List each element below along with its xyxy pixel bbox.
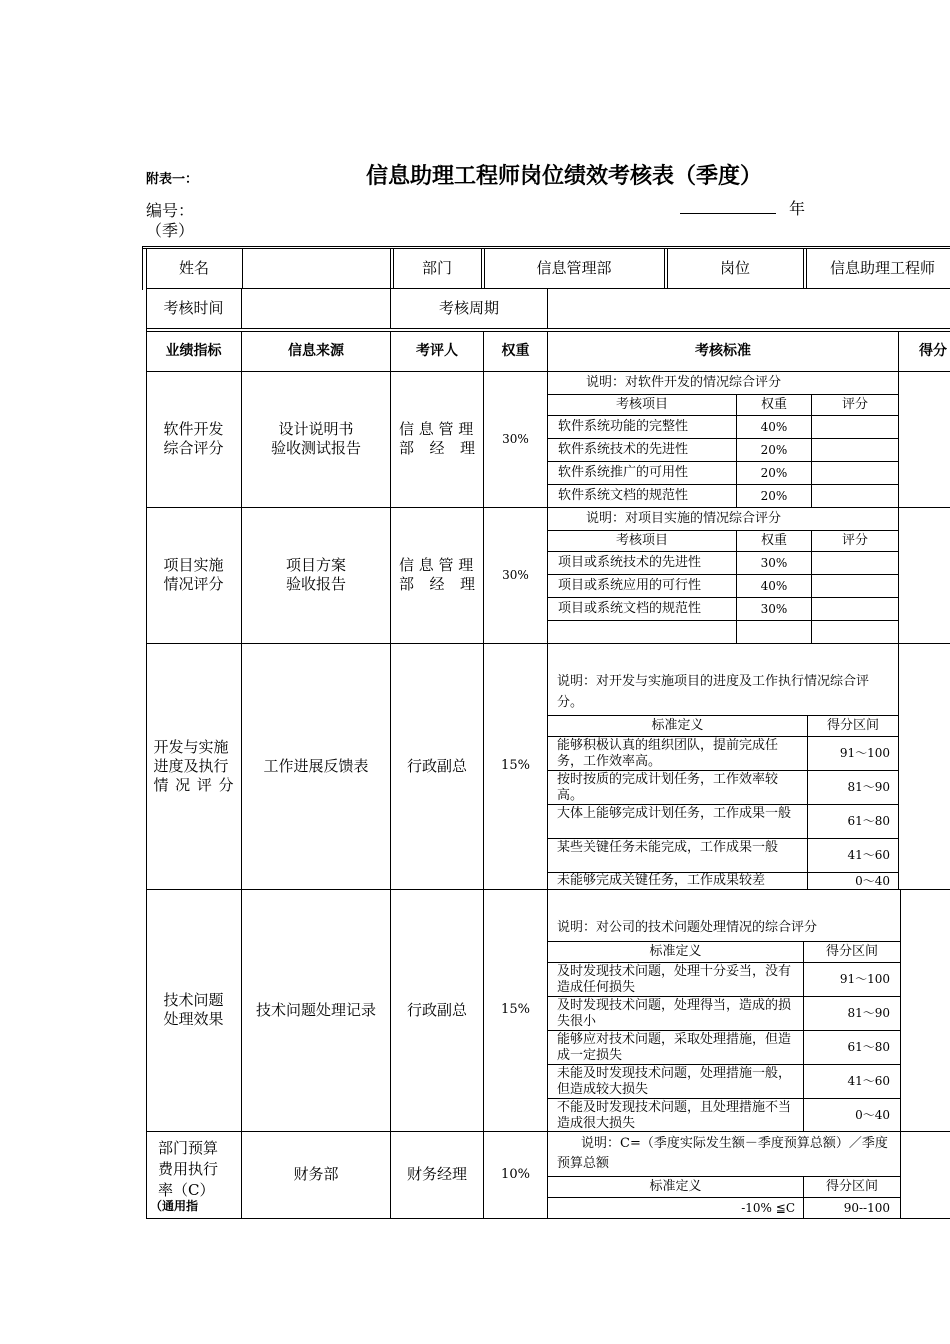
source-cell: 项目方案 验收报告 <box>285 556 346 593</box>
dept-label: 部门 <box>421 258 452 277</box>
standard-note: 说明：对软件开发的情况综合评分 <box>586 375 782 390</box>
indicator-note: （通用指 <box>150 1199 199 1213</box>
score-range: 0～40 <box>855 1107 890 1122</box>
item-weight: 40% <box>760 578 788 593</box>
sub-header: 标准定义 <box>651 718 704 733</box>
score-range: 81～90 <box>847 1006 890 1020</box>
source-cell: 财务部 <box>293 1165 339 1183</box>
score-range: 90--100 <box>843 1200 890 1215</box>
evaluator-cell <box>391 507 483 643</box>
definition-text: -10% ≦C <box>741 1200 795 1215</box>
indicator-cell <box>146 507 241 643</box>
item-weight: 20% <box>760 442 788 457</box>
sub-header: 考核项目 <box>615 397 668 412</box>
item-weight: 40% <box>760 419 788 434</box>
item-score-field[interactable] <box>812 439 898 461</box>
sub-header: 权重 <box>760 397 787 412</box>
item-name: 项目或系统技术的先进性 <box>558 555 702 570</box>
score-range: 91～100 <box>839 972 890 986</box>
definition-text: 按时按质的完成计划任务，工作效率较高。 <box>557 772 779 803</box>
score-field[interactable] <box>899 507 950 643</box>
sub-header: 评分 <box>841 533 868 548</box>
weight-cell: 30% <box>502 567 529 582</box>
item-name: 软件系统推广的可用性 <box>558 465 689 480</box>
item-name: 软件系统文档的规范性 <box>558 488 689 503</box>
sub-header: 得分区间 <box>826 718 879 733</box>
item-name: 软件系统功能的完整性 <box>558 419 689 434</box>
attachment-label: 附表一： <box>146 172 199 187</box>
name-label: 姓名 <box>178 258 209 277</box>
col-evaluator: 考评人 <box>416 342 458 359</box>
evaluator-cell <box>391 371 483 507</box>
indicator-text: 软件开发综合评分 <box>163 420 224 457</box>
sub-header: 考核项目 <box>615 533 668 548</box>
indicator-cell <box>146 643 241 889</box>
item-score-field[interactable] <box>812 462 898 484</box>
score-range: 91～100 <box>839 746 890 760</box>
post-label: 岗位 <box>719 258 750 277</box>
year-label: 年 <box>789 199 806 218</box>
evaluator-cell: 行政副总 <box>406 1000 467 1019</box>
page-title: 信息助理工程师岗位绩效考核表（季度） <box>366 164 763 189</box>
score-range: 0～40 <box>855 873 890 888</box>
sub-header: 标准定义 <box>649 1179 702 1194</box>
standard-note: 说明：对公司的技术问题处理情况的综合评分 <box>557 920 818 935</box>
item-weight: 30% <box>760 601 788 616</box>
col-source: 信息来源 <box>288 342 344 359</box>
cycle-label: 考核周期 <box>438 298 499 317</box>
item-name: 软件系统技术的先进性 <box>558 442 689 457</box>
time-field[interactable] <box>242 288 390 328</box>
evaluator-cell: 行政副总 <box>406 756 467 775</box>
score-range: 41～60 <box>847 848 890 862</box>
season-label: （季） <box>146 221 195 240</box>
item-score-field[interactable] <box>812 552 898 574</box>
dept-value: 信息管理部 <box>536 258 612 277</box>
score-range: 81～90 <box>847 780 890 794</box>
definition-text: 及时发现技术问题，处理十分妥当，没有造成任何损失 <box>557 964 792 995</box>
weight-cell: 15% <box>501 1002 530 1017</box>
item-weight: 20% <box>760 465 788 480</box>
source-cell <box>242 889 390 1131</box>
item-weight: 20% <box>760 488 788 503</box>
item-name: 项目或系统文档的规范性 <box>558 601 702 616</box>
score-field[interactable] <box>899 371 950 507</box>
source-cell: 工作进展反馈表 <box>263 756 369 775</box>
sub-header: 权重 <box>760 533 787 548</box>
col-indicator: 业绩指标 <box>165 342 222 359</box>
evaluator-cell: 财务经理 <box>406 1165 467 1183</box>
col-weight: 权重 <box>501 342 530 359</box>
item-score-field[interactable] <box>812 485 898 507</box>
score-field[interactable] <box>899 643 950 889</box>
score-field[interactable] <box>901 1131 950 1218</box>
definition-text: 大体上能够完成计划任务，工作成果一般 <box>557 806 792 821</box>
standard-note: 说明：对项目实施的情况综合评分 <box>586 511 782 526</box>
sub-header: 得分区间 <box>825 1179 878 1194</box>
indicator-text: 开发与实施进度及执行情况评分 <box>153 737 234 794</box>
source-cell: 设计说明书 验收测试报告 <box>270 420 361 457</box>
score-range: 61～80 <box>847 814 890 828</box>
definition-text: 某些关键任务未能完成，工作成果一般 <box>557 840 779 855</box>
weight-cell: 30% <box>502 431 529 446</box>
name-field[interactable] <box>243 248 390 288</box>
standard-note: 说明：C=（季度实际发生额－季度预算总额）／季度预算总额 <box>557 1135 888 1171</box>
score-range: 61～80 <box>847 1040 890 1054</box>
item-score-field[interactable] <box>812 598 898 620</box>
score-field[interactable] <box>901 889 950 1131</box>
definition-text: 能够应对技术问题，采取处理措施，但造成一定损失 <box>557 1032 792 1063</box>
definition-text: 未能及时发现技术问题，处理措施一般，但造成较大损失 <box>557 1066 792 1097</box>
item-name: 项目或系统应用的可行性 <box>558 578 702 593</box>
time-label: 考核时间 <box>163 298 224 317</box>
number-label: 编号： <box>146 201 195 220</box>
indicator-text: 项目实施情况评分 <box>163 556 224 593</box>
sub-header: 得分区间 <box>825 944 878 959</box>
indicator-cell <box>146 889 241 1131</box>
indicator-cell <box>146 371 241 507</box>
evaluator-text: 信 息 管 理 部经理 <box>399 420 475 457</box>
definition-text: 未能够完成关键任务，工作成果较差 <box>557 873 766 888</box>
indicator-text: 部门预算费用执行率（C） <box>158 1139 219 1199</box>
weight-cell: 10% <box>501 1166 530 1182</box>
sub-header: 评分 <box>841 397 868 412</box>
item-score-field[interactable] <box>812 416 898 438</box>
item-weight: 30% <box>760 555 788 570</box>
indicator-text: 技术问题处理效果 <box>163 991 224 1028</box>
post-value: 信息助理工程师 <box>830 258 936 277</box>
score-range: 41～60 <box>847 1074 890 1088</box>
item-score-field[interactable] <box>812 575 898 597</box>
definition-text: 能够积极认真的组织团队，提前完成任务，工作效率高。 <box>557 738 779 769</box>
evaluator-text: 信 息 管 理 部经理 <box>399 556 475 593</box>
col-score: 得分 <box>919 342 947 359</box>
weight-cell: 15% <box>501 758 530 773</box>
standard-note: 说明：对开发与实施项目的进度及工作执行情况综合评分。 <box>557 674 870 710</box>
cycle-field[interactable] <box>548 288 950 328</box>
col-standard: 考核标准 <box>695 342 751 359</box>
definition-text: 及时发现技术问题，处理得当，造成的损失很小 <box>557 998 792 1029</box>
sub-header: 标准定义 <box>649 944 702 959</box>
source-text: 技术问题处理记录 <box>256 1000 377 1019</box>
definition-text: 不能及时发现技术问题，且处理措施不当造成很大损失 <box>557 1100 792 1131</box>
year-underline[interactable] <box>680 213 776 214</box>
